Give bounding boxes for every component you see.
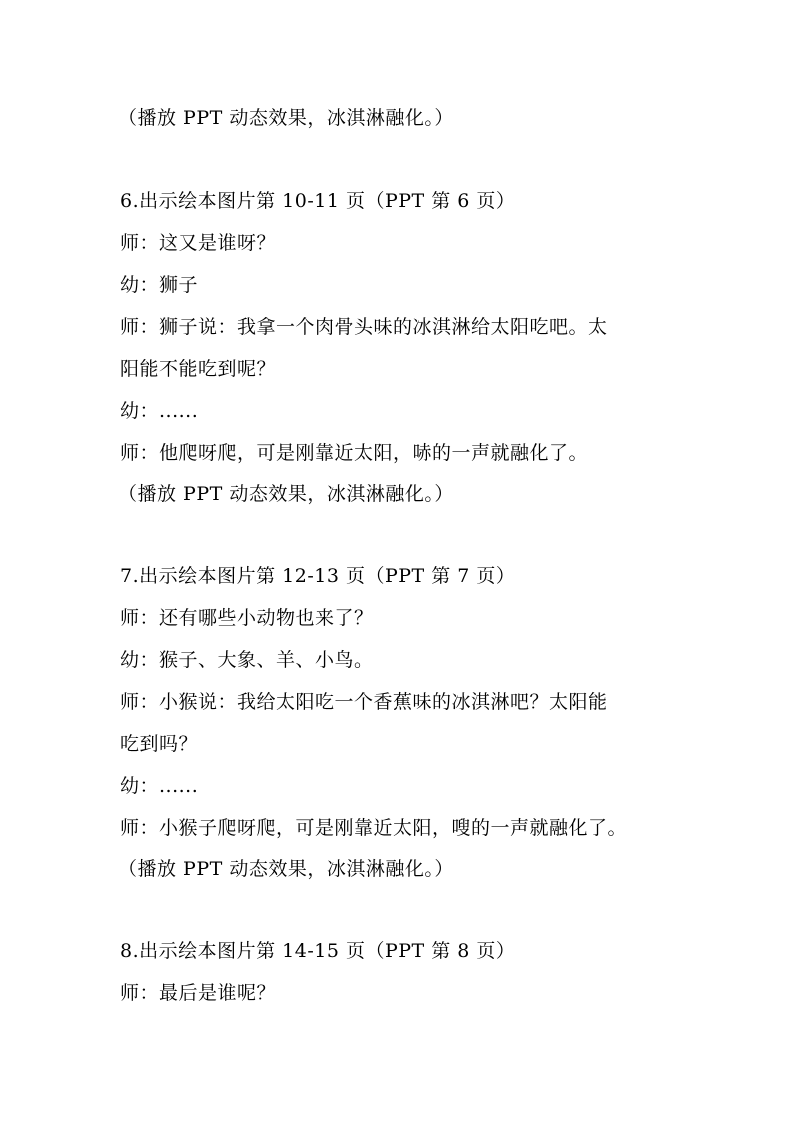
section-heading: 6.出示绘本图片第 10-11 页（PPT 第 6 页）: [120, 190, 516, 212]
section-heading: 8.出示绘本图片第 14-15 页（PPT 第 8 页）: [120, 940, 516, 962]
dialogue-line: 幼：狮子: [120, 274, 199, 296]
stage-direction: （播放 PPT 动态效果，冰淇淋融化。）: [118, 483, 454, 505]
dialogue-line: 幼：......: [120, 400, 199, 422]
dialogue-line: 师：他爬呀爬，可是刚靠近太阳，哧的一声就融化了。: [120, 442, 589, 464]
dialogue-line: 师：这又是谁呀？: [120, 232, 277, 254]
dialogue-line: 幼：......: [120, 775, 199, 797]
section-heading: 7.出示绘本图片第 12-13 页（PPT 第 7 页）: [120, 565, 516, 587]
dialogue-line: 幼：猴子、大象、羊、小鸟。: [120, 649, 374, 671]
dialogue-line: 师：最后是谁呢？: [120, 982, 277, 1004]
stage-direction: （播放 PPT 动态效果，冰淇淋融化。）: [118, 107, 454, 129]
dialogue-line: 吃到吗？: [120, 733, 199, 755]
dialogue-line: 阳能不能吃到呢？: [120, 358, 277, 380]
dialogue-line: 师：狮子说：我拿一个肉骨头味的冰淇淋给太阳吃吧。太: [120, 316, 608, 338]
dialogue-line: 师：还有哪些小动物也来了？: [120, 607, 374, 629]
stage-direction: （播放 PPT 动态效果，冰淇淋融化。）: [118, 858, 454, 880]
dialogue-line: 师：小猴子爬呀爬，可是刚靠近太阳，嗖的一声就融化了。: [120, 817, 628, 839]
dialogue-line: 师：小猴说：我给太阳吃一个香蕉味的冰淇淋吧？太阳能: [120, 691, 608, 713]
